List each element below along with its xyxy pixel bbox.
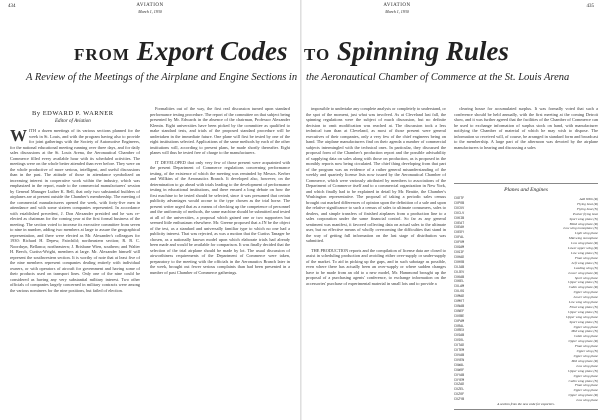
table-heading: Planes and Engines — [504, 187, 548, 193]
code-cell: CUYAB — [454, 373, 465, 378]
description-cell: Low wing plane — [576, 363, 598, 368]
planes-engines-table — [454, 183, 598, 410]
description-cell: Float wing plane — [574, 383, 598, 388]
description-cell: Mid wing plane (R) — [571, 358, 598, 363]
code-cell: CUNEF — [454, 309, 465, 314]
description-cell: Low wing plane (N) — [570, 250, 598, 255]
code-cell: CUOBE — [454, 314, 465, 319]
description-cell: Upper wing (N) — [576, 349, 598, 354]
column-paragraph: clearing house for accumulated surplus. It was formally voted that such a conference should be held annually, with the first meeting at the coming Detroit show, and it was further agreed that the facilities of the Chamber of Commerce can be used to exchange information of surplus stock on hand, with manufacturer notifying the Chamber of material of which he may wish to dispose. The information so received will, of course, be arranged in standard form and broadcast to the membership. A large part of the afternoon was devoted by the airplane manufacturers to hearing and discussing a sales — [454, 106, 598, 150]
code-cell: CUMAD — [454, 295, 465, 300]
code-cell: CUZAD — [454, 383, 465, 388]
code-cell: CUCUV — [454, 206, 465, 211]
code-cell: CUCLV — [454, 211, 465, 216]
description-cell: Upper wing plane (N) — [568, 309, 598, 314]
description-cell: Lower upper wing (R) — [567, 246, 598, 251]
article-title-right — [304, 36, 509, 70]
article-column — [454, 106, 598, 178]
code-cell: CUKEL — [454, 280, 465, 285]
code-cell: CURAL — [454, 324, 465, 329]
running-head-date: March 1, 1930 — [385, 9, 409, 14]
code-cell: CUKAB — [454, 275, 465, 280]
description-cell: Sport wing plane (N) — [569, 319, 598, 324]
description-cell: Sport wing plane — [574, 275, 598, 280]
description-cell: Low wing wing plane — [568, 300, 598, 305]
code-cell: CUJEV — [454, 270, 465, 275]
code-cell: CUZEL — [454, 388, 465, 393]
code-cell: CUSAB — [454, 334, 465, 339]
code-cell: CUSOL — [454, 339, 465, 344]
code-cell: CUFUM — [454, 241, 465, 246]
description-cell: Upper wing plane — [573, 290, 598, 295]
code-cell: CUTAD — [454, 344, 465, 349]
code-cell: CUVAB — [454, 354, 465, 358]
table-caption: A section from the new code for exporters. — [497, 402, 555, 406]
code-cell: CUPOB — [454, 201, 465, 206]
description-cell: Flying boat (N) — [576, 206, 598, 211]
code-cell: CUHOB — [454, 260, 465, 265]
description-cell: Cabin wing plane — [573, 334, 598, 339]
description-cell: Upper wing plane — [573, 324, 598, 329]
column-paragraph: IT DEVELOPED that only very few of those present were acquainted with the present Department of Commerce regulations concerning performance testing, of the existence of which the meeting was reminded by Messrs. Kerber and Willkins of the Aeronautics Branch. It developed also, however, on the determination to go ahead with trials leading to the development of performance testing in educational institutions, and there ensued a long debate on how the first machine to be tested should be selected, since it was presumed that certain publicity advantages would accrue to the type chosen as the trial horse. The present writer urged that as a means of checking up the competence of personnel and the uniformity of methods, the same machine should be submitted and tested at all of the universities, a proposal which gained one or two supporters but seemed little enthusiasm elsewhere. Mr. Greene proposed that a JN be the object of the test, as a standard and universally familiar type to which no one had a publicity interest. That was rejected, as was a motion that the Curtiss Tanager be chosen, as a nationally known model upon which elaborate trials had already been made and would be available for comparison. It was finally decided that the selection of the trial airplane should be made by lot. The usual discussion of airworthiness requirements of the Department of Commerce were taken, preparatory to the meeting with the officials in the Aeronautics Branch later in the week, brought out fewer serious complaints than had been presented in a number of past Chamber of Commerce gatherings. — [150, 159, 290, 275]
description-cell: Sport wing plane (N) — [569, 216, 598, 221]
code-cell: CUMOT — [454, 300, 465, 305]
description-cell: Lower wing plane (R) — [568, 270, 598, 275]
drop-cap: W — [10, 128, 27, 145]
title-main: Export Codes — [136, 36, 288, 66]
page-number: 435 — [586, 4, 594, 9]
code-cell: CUVEN — [454, 358, 465, 363]
column-paragraph: impossible to undertake any complete analysis or completely to understand, or the spot of the moment, just what was involved. As at Cleveland last fall, the spinning regulations were the subject of much discussion, but no definite decision to omit modification was reached at. The discussion took a less technical turn than at Cleveland, as most of those present were general executives of their companies, only a very few of the chief engineers being on hand. The airplane manufacturers find on their agenda a number of commercial subjects intermingled with the technical ones. In particular, they discussed the proposal form of the Chamber's production report and the possible advisability of supplying data on sales along with those on production, as is proposed in the monthly reports now being circulated. The chief thing developing from that part of the program was an evidence of a rather general misunderstanding of the weekly and quarterly license lists now issued by the Aeronautical Chamber of Commerce, which were variously attributed by members to associations of the Department of Commerce itself and to a commercial organization in New York, and which finally had to be explained in detail by Mr. Beattie, the Chamber's Washington representative. The proposal of taking a periodic sales census brought out marked differences of opinion upon the definition of a sale and upon the relative significance to such a census of sales to ultimate consumers, sales to dealers, and simple transfers of finished airplanes from a production line to a sales corporation under the same financial control. So far as any general sentiment was manifest, it favored collecting data on actual sales to the ultimate user, but no effective means of wholly overcoming the difficulties that stand in the way of getting full information on the last stage of distribution was submitted. — [306, 106, 446, 243]
title-prefix: FROM — [74, 45, 130, 64]
article-column — [306, 106, 446, 416]
article-column — [150, 106, 290, 416]
right-page — [302, 0, 602, 420]
description-cell: Flying boat (R) — [577, 201, 598, 206]
description-cell: Cabin wing plane (R) — [568, 285, 598, 290]
byline-role: Editor of Aviation — [55, 119, 91, 124]
article-subtitle-left: A Review of the Meetings of the Airplane and Engine Sections in — [26, 72, 298, 83]
code-cell: CUREX — [454, 329, 465, 334]
code-cell: CUWAL — [454, 363, 465, 368]
left-page — [0, 0, 300, 420]
description-cell: Mid-wing monoplane — [568, 236, 598, 241]
description-cell: Upper wing plane (R) — [568, 393, 598, 398]
column-paragraph: Formalities out of the way, the first real discussion turned upon standard performance testing procedure. The report of the committee on that subject being presented by Mr. Edwards in the absence of the chairman, Professor Alexander Klemin. Eight universities have been picked by the committee as qualified to make standard tests, and trials of the proposed standard procedure will be undertaken in the immediate future. One plane will first be tested by one of the eight institutions selected. Applications of the same methods by each of the other institutions will, according to present plans, be made shortly thereafter. Eight planes will thus be tested free of charge to the manufacturers. — [150, 106, 290, 155]
column-paragraph: THE PRODUCTION reports and the compilation of license data are closed to assist in scheduling production and avoiding either over-supply or under-supply of the market. To aid in picking up the gaps, and in such sabotage as possible, even where there has actually been an over-supply or where sudden changes have to be made from an old to a new model, Mr. Hammond brought up the proposal of a purchasing agents' conference, to exchange information on the accessories' purchase of experimental material in small lots and to provide a — [306, 247, 446, 286]
article-title-left — [74, 36, 287, 70]
code-cell: CUZOF — [454, 393, 465, 398]
title-prefix: TO — [304, 45, 331, 64]
description-cell: Upper wing plane — [573, 354, 598, 358]
description-cell: Upper wing plane — [573, 388, 598, 393]
code-cell: CUPAM — [454, 319, 465, 324]
code-cell: CUEAT — [454, 221, 465, 226]
running-head — [105, 3, 195, 15]
description-cell: Float wing plane — [574, 255, 598, 260]
table-body — [454, 197, 598, 403]
description-cell: Leading wing (N) — [574, 265, 598, 270]
running-head — [352, 3, 442, 15]
description-cell: Low wing plane — [576, 398, 598, 403]
description-cell: Blind wing plane (R) — [569, 221, 598, 226]
code-cell: CUDTF — [454, 197, 465, 201]
code-cell: CUEDY — [454, 231, 465, 236]
description-cell: Pusher flying boat — [572, 211, 598, 216]
description-cell: Upper wing plane (R) — [568, 339, 598, 344]
page-number: 434 — [8, 4, 16, 9]
code-cell: CUHAD — [454, 255, 465, 260]
description-cell: Light wing plane — [575, 231, 598, 236]
code-cell: CUYEM — [454, 378, 465, 383]
description-cell: Add Wibb (R) — [579, 197, 598, 201]
code-cell: CUJAB — [454, 265, 465, 270]
column-text: ITH a dozen meetings of its various sections planned for the week in St. Louis, and with the program having also to provide for joint gatherings with the Society of Automotive Engineers, for the national educational meeting running over three days, and for daily sales discussions at the St. Louis Arena, the Aeronautical Chamber of Commerce filled every available hour with its scheduled activities. The meetings were on the whole better attended than ever before. They were on the whole productive of more serious, intelligent, and useful discussions than in the past. The attitude of those in attendance symbolized an increasing interest in cooperative work within the industry, which was emphasized in the report, made to the commercial manufacturers' session by General Manager Luther K. Bell, that only two substantial builders of airplanes are at present outside the Chamber's membership. The meeting of the commercial manufacturers opened the week, with forty-five men in attendance and with some sixteen companies represented. In accordance with established precedent, J. Don Alexander presided and he was re-elected as chairman for the coming year at the first formal business of the meeting. The section voted to increase its executive committee from seven to nine in number, adding two members at large to assure the geographical representation, and there were elected as Mr. Alexander's colleagues for 1930: Richard H. Depew, Fairchild; northeastern section; R. B. C. Noorduyn, Bellanca; northeastern; J. Brisbane Wien, southern; and Walter H. Beech, Curtiss-Wright, members at large. Mr. Alexander himself will represent the southwestern section. It is worthy of note that at least five of the nine members represent companies dealing entirely with individual owners, or with operators of aircraft for government and having some of their products used on transport lines. Only one of the nine could be considered as having any very substantial military interest. Two other officials of companies largely concerned in military contracts were among the various nominees for the nine positions, but failed of election. — [10, 128, 140, 293]
running-head-date: March 1, 1930 — [138, 9, 162, 14]
description-cell: Float wing plane — [574, 344, 598, 349]
description-cell: Upper wing plane — [573, 373, 598, 378]
code-cell: CUZYB — [454, 398, 465, 403]
description-cell: Low wing monoplane (N) — [563, 226, 598, 231]
description-cell: Cabin wing plane (N) — [568, 378, 598, 383]
code-cell: CUWOF — [454, 368, 465, 373]
code-cell: CULOG — [454, 290, 465, 295]
description-cell: Upper wing plane (N) — [568, 280, 598, 285]
code-cell: CUFAL — [454, 236, 465, 241]
code-cell: CUEAH — [454, 226, 465, 231]
description-cell: Upper wing plane (N) — [568, 368, 598, 373]
code-cell: CUTEM — [454, 349, 465, 354]
code-cell: CUNAB — [454, 304, 465, 309]
description-cell: Left wing plane (N) — [571, 260, 598, 265]
running-head-magazine: AVIATION — [136, 3, 164, 8]
description-cell: Mid wing plane (N) — [571, 329, 598, 334]
code-cell: CUGIF — [454, 250, 465, 255]
running-head-magazine: AVIATION — [383, 3, 411, 8]
title-main: Spinning Rules — [337, 36, 509, 66]
description-cell: Float wing plane (N) — [569, 304, 598, 309]
code-cell: CUKIB — [454, 216, 465, 221]
description-cell: Low wing plane (R) — [571, 241, 598, 246]
description-cell: Upper wing wing plane — [566, 314, 598, 319]
article-column — [10, 128, 140, 416]
code-cell: CULAM — [454, 285, 465, 290]
code-cell: CUGAM — [454, 246, 465, 251]
article-subtitle-right: the Aeronautical Chamber of Commerce at the St. Louis Arena — [306, 72, 570, 83]
byline: By EDWARD P. WARNER — [32, 110, 114, 117]
description-cell: Lower wing plane — [573, 295, 598, 300]
